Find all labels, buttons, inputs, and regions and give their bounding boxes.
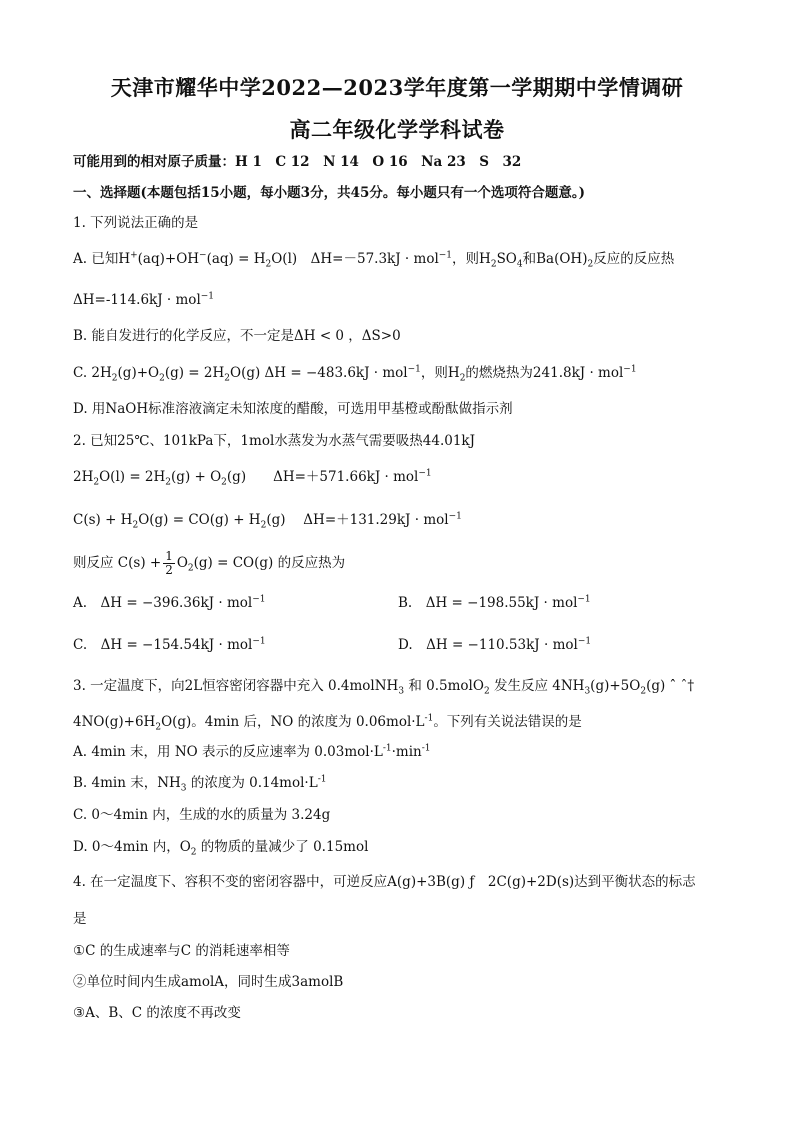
q2-option-a: A. ΔH = −396.36kJ · mol$^{-1}$ <box>73 594 266 611</box>
q3-stem-cont: $4NO(g)+6H_2O(g)$。4min 后，NO 的浓度为 $0.06mol\cdot L^{-1}$。下列有关说法错误的是 <box>73 713 582 733</box>
fraction-half: $\frac{1}{2}$ <box>165 549 173 577</box>
q3-option-c: C. 0～4min 内，生成的水的质量为 3.24g <box>73 807 331 823</box>
q4-item-2: ②单位时间内生成amolA，同时生成3amolB <box>73 974 344 990</box>
q1-option-b: B. 能自发进行的化学反应，不一定是ΔH < 0 ，ΔS>0 <box>73 328 401 344</box>
q1-option-a-cont: ΔH=-114.6kJ · mol$^{-1}$ <box>73 291 215 308</box>
q4-stem-cont: 是 <box>73 911 87 927</box>
q1-option-a: A. 已知$H^+(aq)+OH^-(aq) = H_2O(l)$ ΔH=－57.3kJ · mol$^{-1}$，则$H_2SO_4$和$Ba(OH)_2$反应的反应热 <box>73 250 675 270</box>
q3-option-d: D. 0～4min 内，$O_2$ 的物质的量减少了 0.15mol <box>73 839 369 858</box>
q4-item-3: ③A、B、C 的浓度不再改变 <box>73 1005 241 1021</box>
exam-subtitle: 高二年级化学学科试卷 <box>289 117 505 142</box>
q3-option-a: A. 4min 末，用 NO 表示的反应速率为 $0.03mol\cdot L^{-1}\cdot\min^{-1}$ <box>73 743 431 760</box>
q1-stem: 1. 下列说法正确的是 <box>73 215 199 231</box>
q1-option-d: D. 用NaOH标准溶液滴定未知浓度的醋酸，可选用甲基橙或酚酞做指示剂 <box>73 401 513 417</box>
q2-option-d: D. ΔH = −110.53kJ · mol$^{-1}$ <box>398 636 592 653</box>
q4-item-1: ①C 的生成速率与C 的消耗速率相等 <box>73 943 290 959</box>
q1-option-c: C. $2H_2(g)+O_2(g) = 2H_2O(g) \Delta H = -483.6kJ \cdot mol^{-1}$，则$H_2$的燃烧热为241.8kJ · mol$^{-1}$ <box>73 364 637 384</box>
q2-stem: 2. 已知25℃、101kPa下，1mol水蒸发为水蒸气需要吸热44.01kJ <box>73 433 476 449</box>
q3-option-b: B. 4min 末，$NH_3$ 的浓度为 $0.14mol\cdot L^{-1}$ <box>73 774 327 794</box>
equilibrium-arrow-icon: ˆ̂ ˆ† <box>665 678 695 694</box>
atomic-masses: 可能用到的相对原子质量：H 1 C 12 N 14 O 16 Na 23 S 32 <box>73 154 522 170</box>
exam-title: 天津市耀华中学2022—2023学年度第一学期期中学情调研 <box>110 75 684 100</box>
q2-option-c: C. ΔH = −154.54kJ · mol$^{-1}$ <box>73 636 266 653</box>
section-heading: 一、选择题(本题包括15小题，每小题3分，共45分。每小题只有一个选项符合题意。) <box>73 185 585 201</box>
q3-stem: 3. 一定温度下，向2L恒容密闭容器中充入 0.4molNH$_3$ 和 0.5molO$_2$ 发生反应 $4NH_3(g)+5O_2(g)$ ˆ̂ ˆ† <box>73 678 695 697</box>
q2-equation-1: $2H_2O(l) = 2H_2(g) + O_2(g)$ ΔH=＋571.66kJ · mol$^{-1}$ <box>73 468 432 488</box>
q2-question: 则反应 C(s) + $\frac{1}{2}$ $O_2(g) = CO(g)$ 的反应热为 <box>73 549 346 577</box>
q2-equation-2: $C(s) + H_2O(g) = CO(g) + H_2(g)$ ΔH=＋131.29kJ · mol$^{-1}$ <box>73 511 462 531</box>
q2-option-b: B. ΔH = −198.55kJ · mol$^{-1}$ <box>398 594 591 611</box>
q4-stem: 4. 在一定温度下、容积不变的密闭容器中，可逆反应A(g)+3B(g) ƒ 2C(g)+2D(s)达到平衡状态的标志 <box>73 874 696 890</box>
